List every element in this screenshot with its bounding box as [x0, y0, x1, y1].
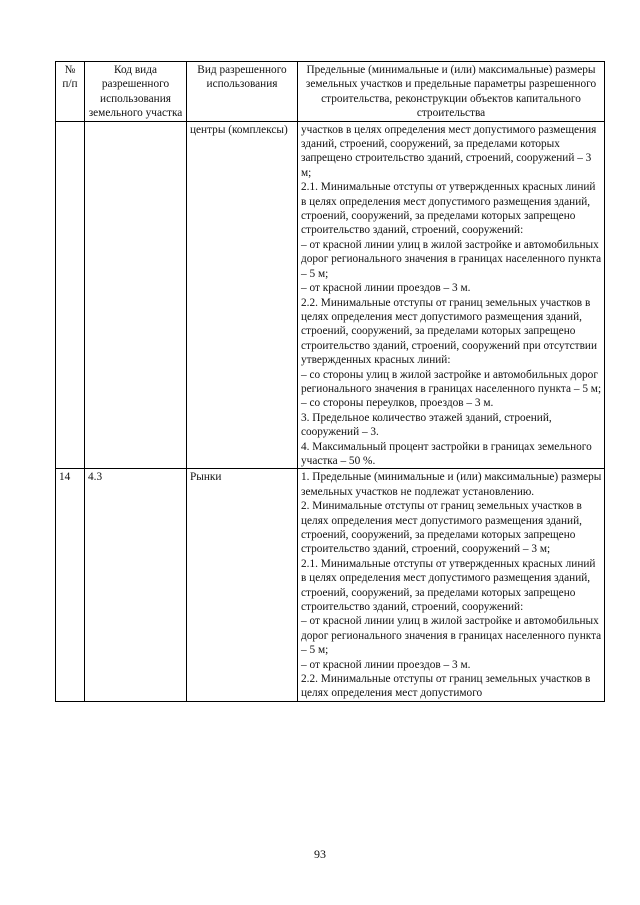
- param-paragraph: – со стороны переулков, проездов – 3 м.: [301, 397, 494, 410]
- cell-use-type: центры (комплексы): [187, 121, 298, 469]
- param-paragraph: участков в целях определения мест допустимого размещения зданий, строений, сооружений, за пределами которых запрещено строительство зданий, строений, сооружений – 3 м;: [301, 123, 597, 179]
- cell-parameters: [298, 121, 605, 469]
- param-paragraph: – от красной линии проездов – 3 м.: [301, 658, 471, 671]
- header-code: Код вида разрешенного использования земельного участка: [85, 62, 187, 122]
- param-paragraph: 2.2. Минимальные отступы от границ земельных участков в целях определения мест допустимого размещения зданий, строений, сооружений, за пределами которых запрещено строительство зданий, строений, сооружений при отсутствии утвержденных красных линий:: [301, 296, 598, 367]
- param-paragraph: 1. Предельные (минимальные и (или) максимальные) размеры земельных участков не подлежат установлению.: [301, 471, 602, 498]
- param-paragraph: – от красной линии улиц в жилой застройке и автомобильных дорог регионального значения в границах населенного пункта – 5 м;: [301, 238, 602, 280]
- cell-number: 14: [56, 469, 85, 702]
- param-paragraph: 2.2. Минимальные отступы от границ земельных участков в целях определения мест допустимого: [301, 673, 591, 700]
- header-use-type: Вид разрешенного использования: [187, 62, 298, 122]
- cell-parameters: [298, 469, 605, 702]
- cell-code: 4.3: [85, 469, 187, 702]
- param-paragraph: – со стороны улиц в жилой застройке и автомобильных дорог регионального значения в границах населенного пункта – 5 м;: [301, 368, 602, 395]
- table-header-row: [56, 62, 605, 122]
- param-paragraph: 2.1. Минимальные отступы от утвержденных красных линий в целях определения мест допустимого размещения зданий, строений, сооружений, за пределами которых запрещено строительство зданий, строений, сооружений:: [301, 181, 596, 237]
- param-paragraph: 2.1. Минимальные отступы от утвержденных красных линий в целях определения мест допустимого размещения зданий, строений, сооружений, за пределами которых запрещено строительство зданий, строений, сооружений:: [301, 557, 596, 614]
- page-number: 93: [314, 847, 326, 861]
- land-use-table: [55, 61, 605, 702]
- param-paragraph: – от красной линии проездов – 3 м.: [301, 282, 471, 295]
- header-parameters: Предельные (минимальные и (или) максимальные) размеры земельных участков и предельные параметры разрешенного строительства, реконструкции объектов капитального строительства: [298, 62, 605, 122]
- param-paragraph: – от красной линии улиц в жилой застройке и автомобильных дорог регионального значения в границах населенного пункта – 5 м;: [301, 615, 602, 657]
- param-paragraph: 3. Предельное количество этажей зданий, строений, сооружений – 3.: [301, 411, 552, 439]
- cell-number: [56, 121, 85, 469]
- table-row: [56, 469, 605, 702]
- header-number: № п/п: [56, 62, 85, 122]
- table-row: [56, 121, 605, 469]
- cell-code: [85, 121, 187, 469]
- param-paragraph: 2. Минимальные отступы от границ земельных участков в целях определения мест допустимого размещения зданий, строений, сооружений, за пределами которых запрещено строительство зданий, строений, сооружений – 3 м;: [301, 500, 582, 556]
- cell-use-type: Рынки: [187, 469, 298, 702]
- param-paragraph: 4. Максимальный процент застройки в границах земельного участка – 50 %.: [301, 440, 592, 467]
